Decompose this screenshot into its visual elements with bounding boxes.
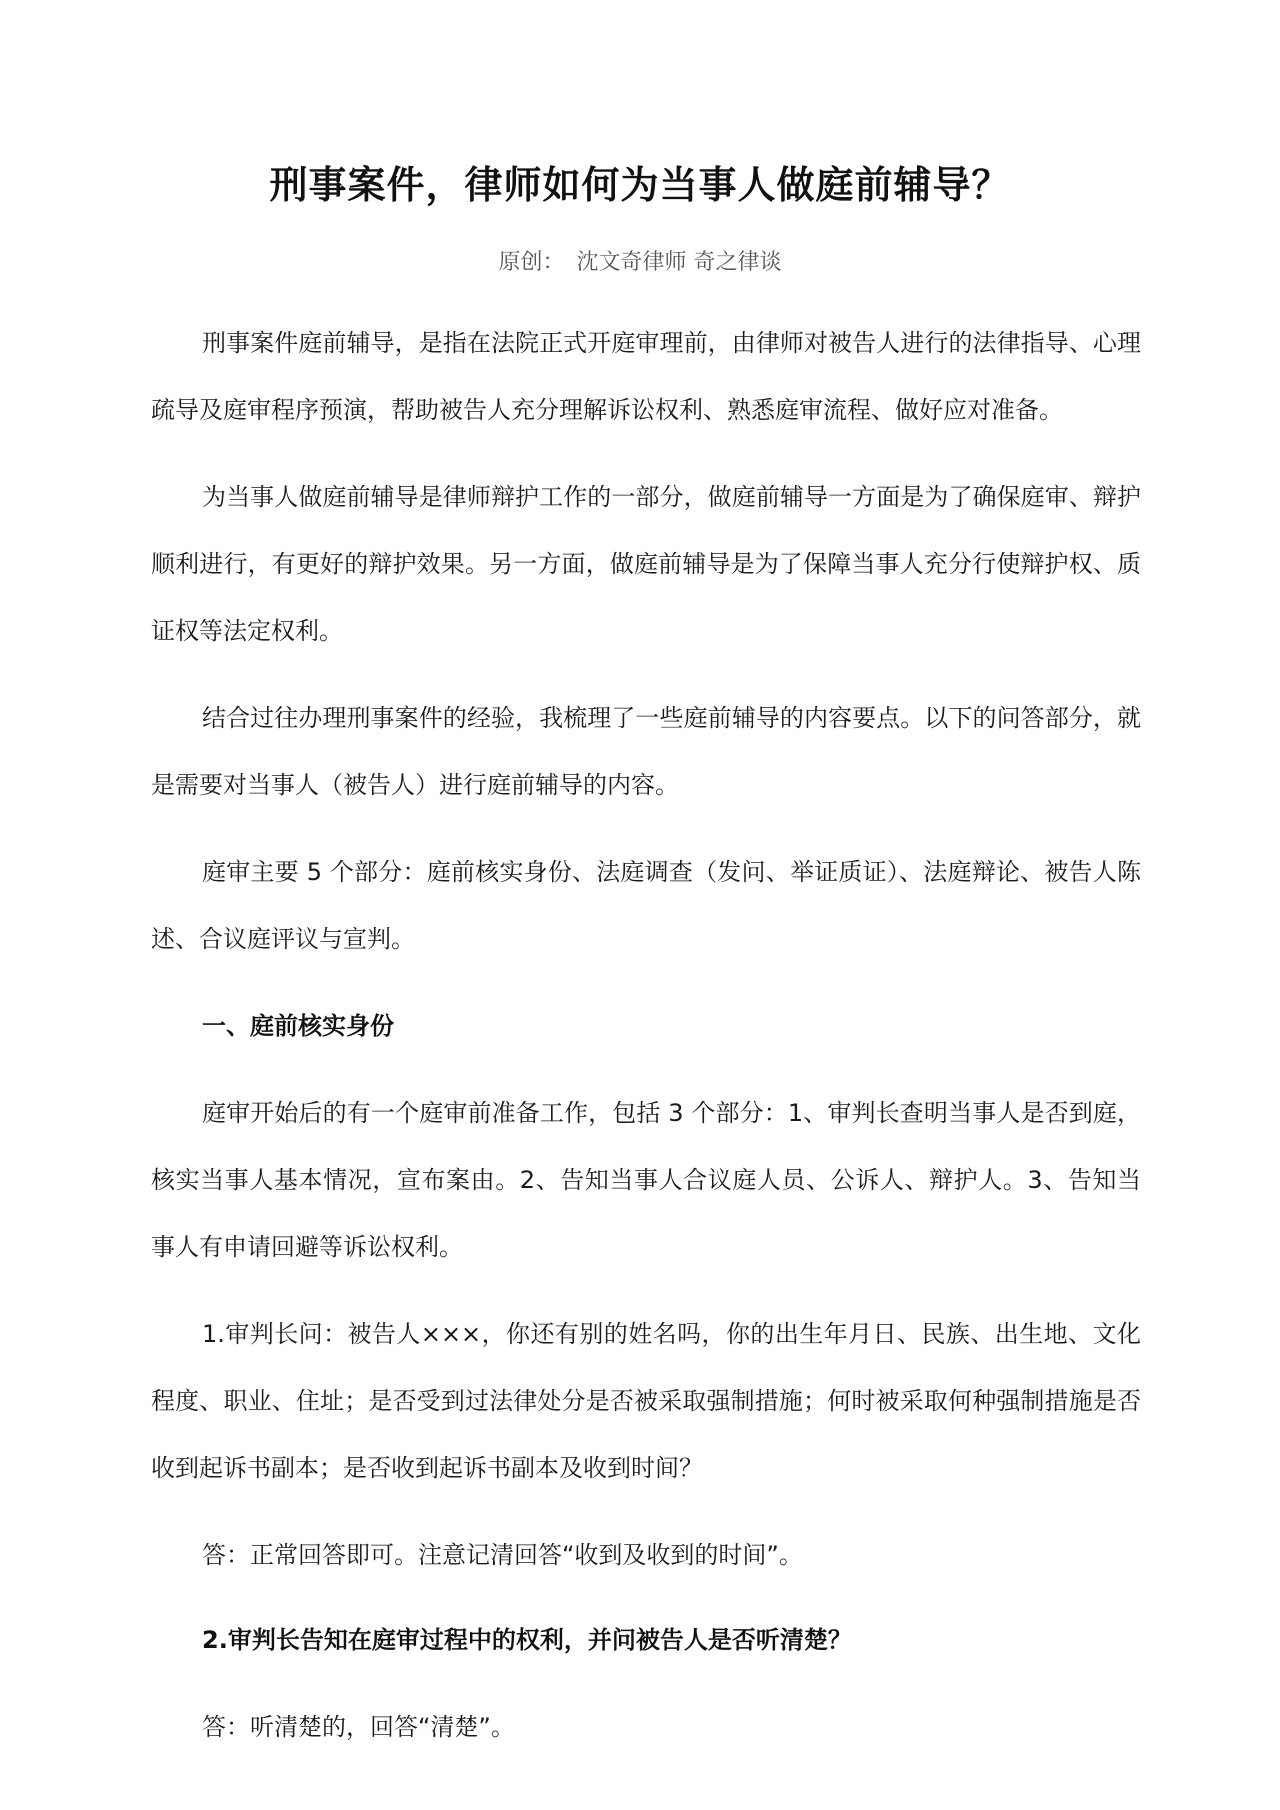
answer-1: 答：正常回答即可。注意记清回答“收到及收到的时间”。 (202, 1541, 803, 1569)
paragraph-section1-intro: 庭审开始后的有一个庭审前准备工作，包括 3 个部分：1、审判长查明当事人是否到庭，核实当事人基本情况，宣布案由。2、告知当事人合议庭人员、公诉人、辩护人。3、告知当事人有申请回避等诉讼权利。 (151, 1099, 1141, 1261)
paragraph-purpose: 为当事人做庭前辅导是律师辩护工作的一部分，做庭前辅导一方面是为了确保庭审、辩护顺利进行，有更好的辩护效果。另一方面，做庭前辅导是为了保障当事人充分行使辩护权、质证权等法定权利。 (151, 483, 1141, 645)
answer-2: 答：听清楚的，回答“清楚”。 (202, 1713, 515, 1741)
paragraph-experience: 结合过往办理刑事案件的经验，我梳理了一些庭前辅导的内容要点。以下的问答部分，就是需要对当事人（被告人）进行庭前辅导的内容。 (151, 704, 1141, 799)
document-title: 刑事案件，律师如何为当事人做庭前辅导？ (269, 163, 1011, 207)
byline (0, 248, 1280, 278)
question-2: 2.审判长告知在庭审过程中的权利，并问被告人是否听清楚？ (202, 1626, 852, 1654)
question-1: 1.审判长问：被告人×××，你还有别的姓名吗，你的出生年月日、民族、出生地、文化程度、职业、住址；是否受到过法律处分是否被采取强制措施；何时被采取何种强制措施是否收到起诉书副本；是否收到起诉书副本及收到时间？ (151, 1320, 1141, 1482)
paragraph-intro: 刑事案件庭前辅导，是指在法院正式开庭审理前，由律师对被告人进行的法律指导、心理疏导及庭审程序预演，帮助被告人充分理解诉讼权利、熟悉庭审流程、做好应对准备。 (151, 329, 1141, 424)
article-body (151, 310, 1141, 1781)
byline-author: 沈文奇律师 奇之律谈 (576, 250, 782, 275)
paragraph-trial-parts: 庭审主要 5 个部分：庭前核实身份、法庭调查（发问、举证质证）、法庭辩论、被告人陈述、合议庭评议与宣判。 (151, 858, 1141, 953)
section-heading-identity: 一、庭前核实身份 (202, 1012, 394, 1040)
byline-prefix: 原创： (498, 250, 565, 275)
